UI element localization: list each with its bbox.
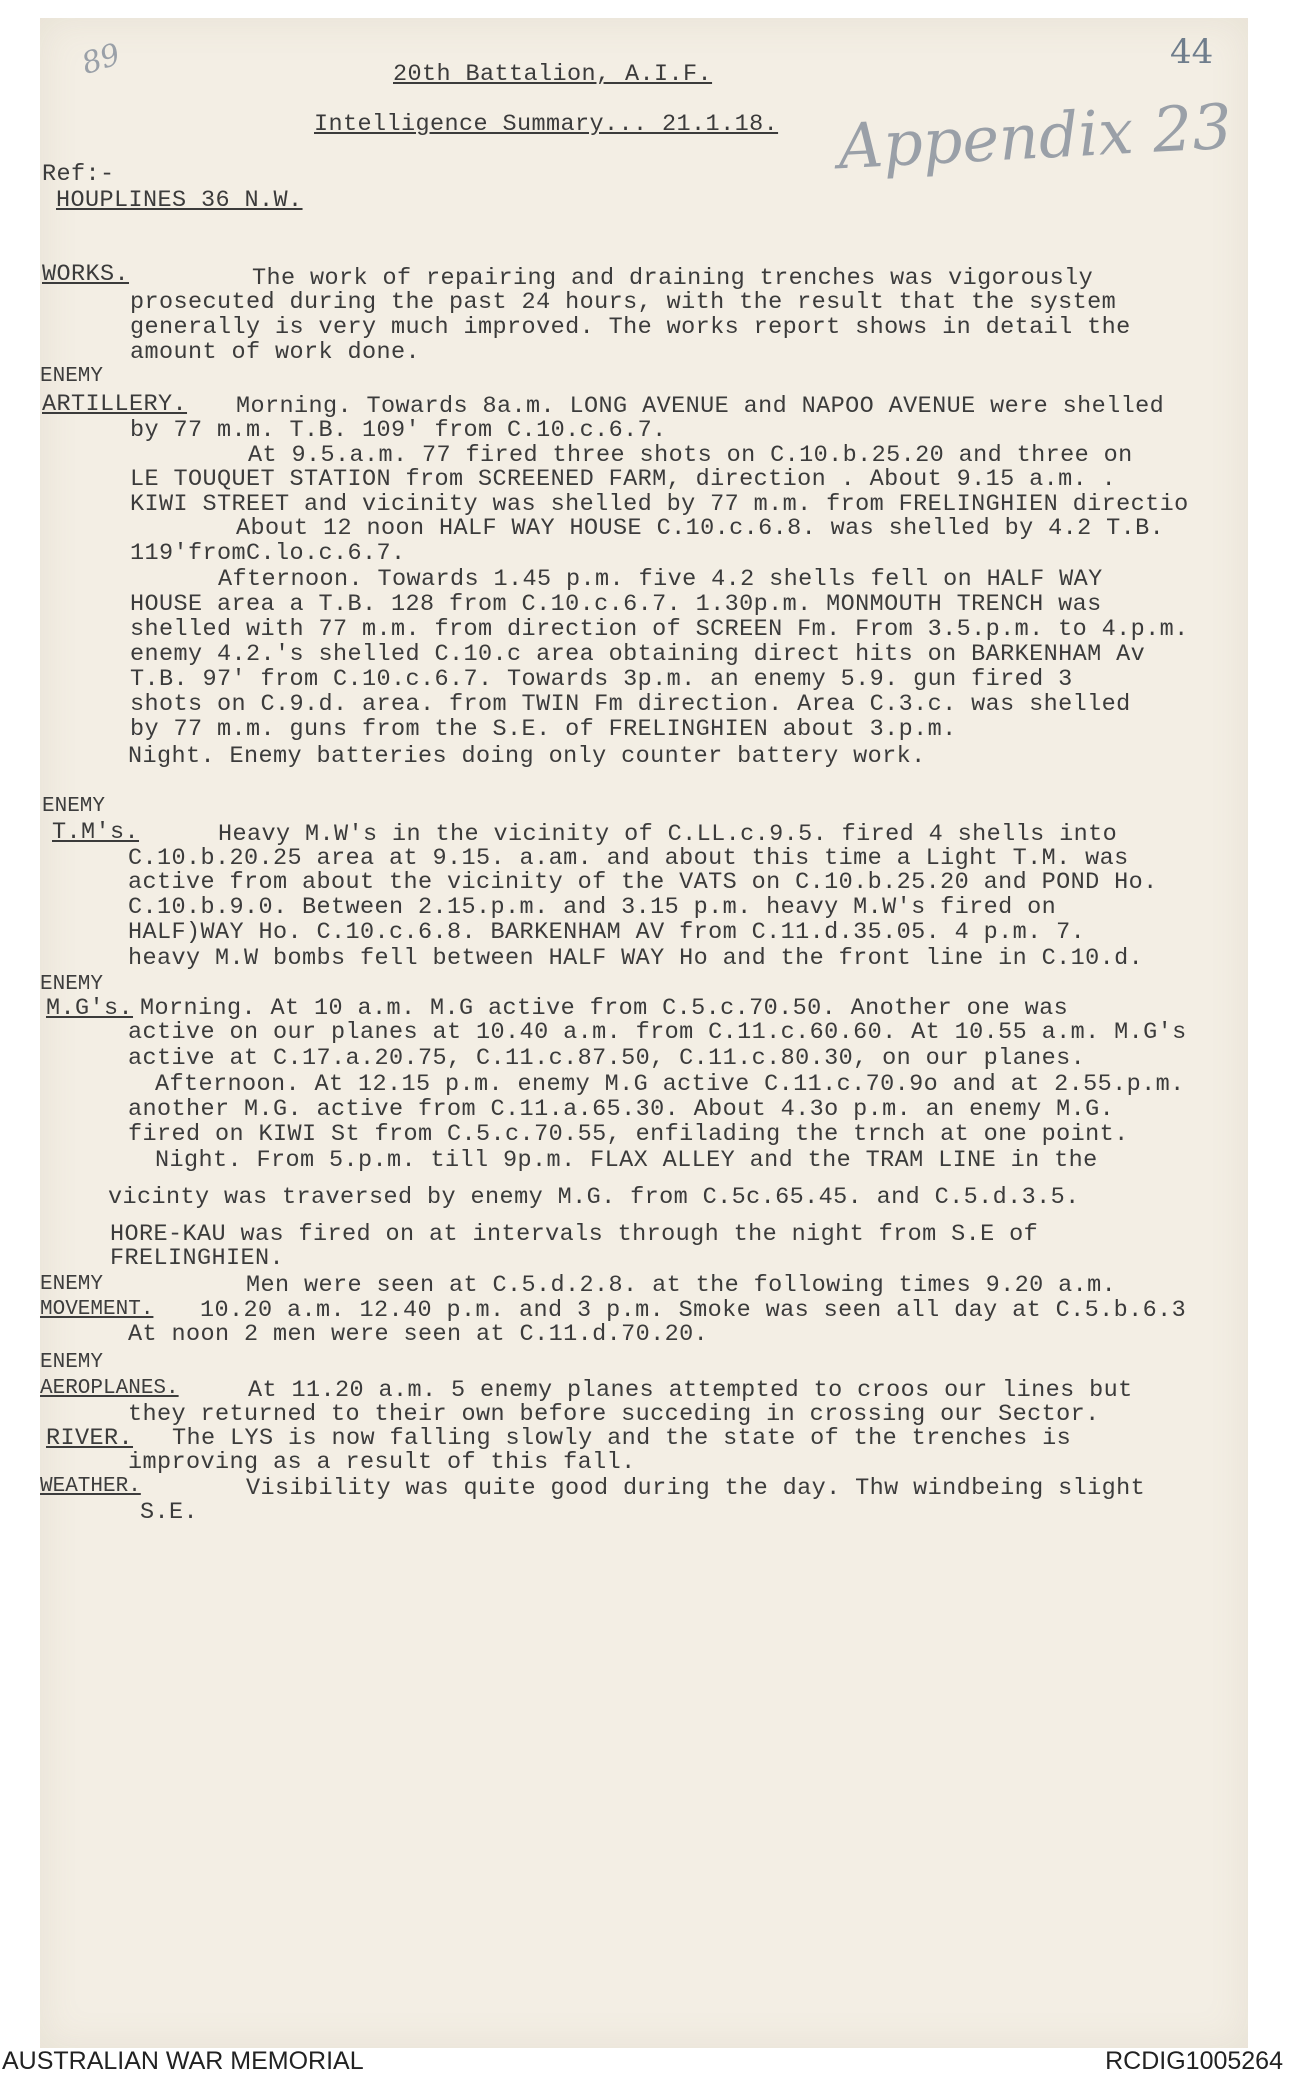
tms-line: HALF)WAY Ho. C.10.c.6.8. BARKENHAM AV from C.11.d.35.05. 4 p.m. 7.: [128, 919, 1086, 946]
movement-line: At noon 2 men were seen at C.11.d.70.20.: [128, 1321, 709, 1348]
folio-number-right: 44: [1170, 32, 1214, 72]
artillery-label-top: ENEMY: [40, 365, 104, 388]
works-label: WORKS.: [42, 261, 130, 288]
summary-title: Intelligence Summary... 21.1.18.: [314, 111, 779, 138]
mgs-line: HORE-KAU was fired on at intervals through the night from S.E of: [110, 1221, 1039, 1248]
artillery-line: by 77 m.m. guns from the S.E. of FRELINGHIEN about 3.p.m.: [130, 716, 957, 743]
tms-line: active from about the vicinity of the VATS on C.10.b.25.20 and POND Ho.: [128, 869, 1158, 896]
mgs-line: Morning. At 10 a.m. M.G active from C.5.c.70.50. Another one was: [140, 995, 1069, 1022]
artillery-line: 119'fromC.lo.c.6.7.: [130, 540, 406, 567]
artillery-line: shelled with 77 m.m. from direction of SCREEN Fm. From 3.5.p.m. to 4.p.m.: [130, 616, 1189, 643]
works-line: The work of repairing and draining trenches was vigorously: [252, 265, 1094, 292]
artillery-label: ARTILLERY.: [42, 391, 188, 418]
artillery-line: shots on C.9.d. area. from TWIN Fm direction. Area C.3.c. was shelled: [130, 691, 1131, 718]
ref-label: Ref:-: [42, 161, 115, 188]
footer-item-id: RCDIG1005264: [1105, 2047, 1283, 2075]
movement-label: MOVEMENT.: [40, 1298, 154, 1321]
river-label: RIVER.: [46, 1425, 134, 1452]
mgs-line: Night. From 5.p.m. till 9p.m. FLAX ALLEY and the TRAM LINE in the: [155, 1147, 1098, 1174]
aeroplanes-line: At 11.20 a.m. 5 enemy planes attempted to croos our lines but: [248, 1377, 1133, 1404]
artillery-line: by 77 m.m. T.B. 109' from C.10.c.6.7.: [130, 417, 667, 444]
river-line: improving as a result of this fall.: [128, 1449, 636, 1476]
works-line: prosecuted during the past 24 hours, with the result that the system: [130, 289, 1117, 316]
appendix-annotation: Appendix 23: [836, 89, 1234, 184]
tms-label: T.M's.: [52, 819, 140, 846]
mgs-line: active on our planes at 10.40 a.m. from C.11.c.60.60. At 10.55 a.m. M.G's: [128, 1019, 1187, 1046]
mgs-line: Afternoon. At 12.15 p.m. enemy M.G active C.11.c.70.9o and at 2.55.p.m.: [155, 1071, 1185, 1098]
artillery-line: Afternoon. Towards 1.45 p.m. five 4.2 shells fell on HALF WAY: [218, 566, 1103, 593]
mgs-label: M.G's.: [46, 995, 134, 1022]
mgs-line: another M.G. active from C.11.a.65.30. About 4.3o p.m. an enemy M.G.: [128, 1096, 1115, 1123]
artillery-line: At 9.5.a.m. 77 fired three shots on C.10.b.25.20 and three on: [248, 442, 1133, 469]
artillery-line: Night. Enemy batteries doing only counter battery work.: [128, 743, 926, 770]
artillery-line: LE TOUQUET STATION from SCREENED FARM, direction . About 9.15 a.m. .: [130, 466, 1117, 493]
tms-label-top: ENEMY: [42, 795, 106, 818]
works-line: amount of work done.: [130, 339, 421, 366]
mgs-label-top: ENEMY: [40, 973, 104, 996]
works-line: generally is very much improved. The works report shows in detail the: [130, 314, 1131, 341]
aeroplanes-label: AEROPLANES.: [40, 1377, 179, 1400]
tms-line: C.10.b.9.0. Between 2.15.p.m. and 3.15 p.m. heavy M.W's fired on: [128, 894, 1057, 921]
tms-line: C.10.b.20.25 area at 9.15. a.am. and about this time a Light T.M. was: [128, 845, 1129, 872]
artillery-line: T.B. 97' from C.10.c.6.7. Towards 3p.m. an enemy 5.9. gun fired 3: [130, 666, 1073, 693]
mgs-line: active at C.17.a.20.75, C.11.c.87.50, C.11.c.80.30, on our planes.: [128, 1045, 1086, 1072]
weather-line: S.E.: [140, 1499, 199, 1526]
mgs-line: FRELINGHIEN.: [110, 1245, 285, 1272]
tms-line: heavy M.W bombs fell between HALF WAY Ho and the front line in C.10.d.: [128, 945, 1144, 972]
weather-label: WEATHER.: [40, 1475, 141, 1498]
movement-line: 10.20 a.m. 12.40 p.m. and 3 p.m. Smoke was seen all day at C.5.b.6.3: [200, 1297, 1187, 1324]
folio-number-left: 89: [77, 36, 125, 83]
aeroplanes-label-top: ENEMY: [40, 1351, 104, 1374]
artillery-line: KIWI STREET and vicinity was shelled by 77 m.m. from FRELINGHIEN directio: [130, 491, 1189, 518]
river-line: The LYS is now falling slowly and the state of the trenches is: [172, 1425, 1072, 1452]
artillery-line: Morning. Towards 8a.m. LONG AVENUE and NAPOO AVENUE were shelled: [236, 393, 1165, 420]
artillery-line: enemy 4.2.'s shelled C.10.c area obtaining direct hits on BARKENHAM Av: [130, 641, 1146, 668]
aeroplanes-line: they returned to their own before succeding in crossing our Sector.: [128, 1401, 1100, 1428]
ref-value: HOUPLINES 36 N.W.: [56, 187, 303, 214]
movement-label-top: ENEMY: [40, 1273, 104, 1296]
mgs-line: vicinty was traversed by enemy M.G. from C.5c.65.45. and C.5.d.3.5.: [108, 1184, 1080, 1211]
footer-institution: AUSTRALIAN WAR MEMORIAL: [2, 2047, 364, 2075]
battalion-title: 20th Battalion, A.I.F.: [393, 61, 713, 88]
artillery-line: HOUSE area a T.B. 128 from C.10.c.6.7. 1.30p.m. MONMOUTH TRENCH was: [130, 591, 1102, 618]
mgs-line: fired on KIWI St from C.5.c.70.55, enfilading the trnch at one point.: [128, 1121, 1129, 1148]
movement-line: Men were seen at C.5.d.2.8. at the following times 9.20 a.m.: [246, 1272, 1117, 1299]
artillery-line: About 12 noon HALF WAY HOUSE C.10.c.6.8. was shelled by 4.2 T.B.: [236, 515, 1165, 542]
weather-line: Visibility was quite good during the day. Thw windbeing slight: [246, 1475, 1146, 1502]
tms-line: Heavy M.W's in the vicinity of C.LL.c.9.5. fired 4 shells into: [218, 821, 1118, 848]
